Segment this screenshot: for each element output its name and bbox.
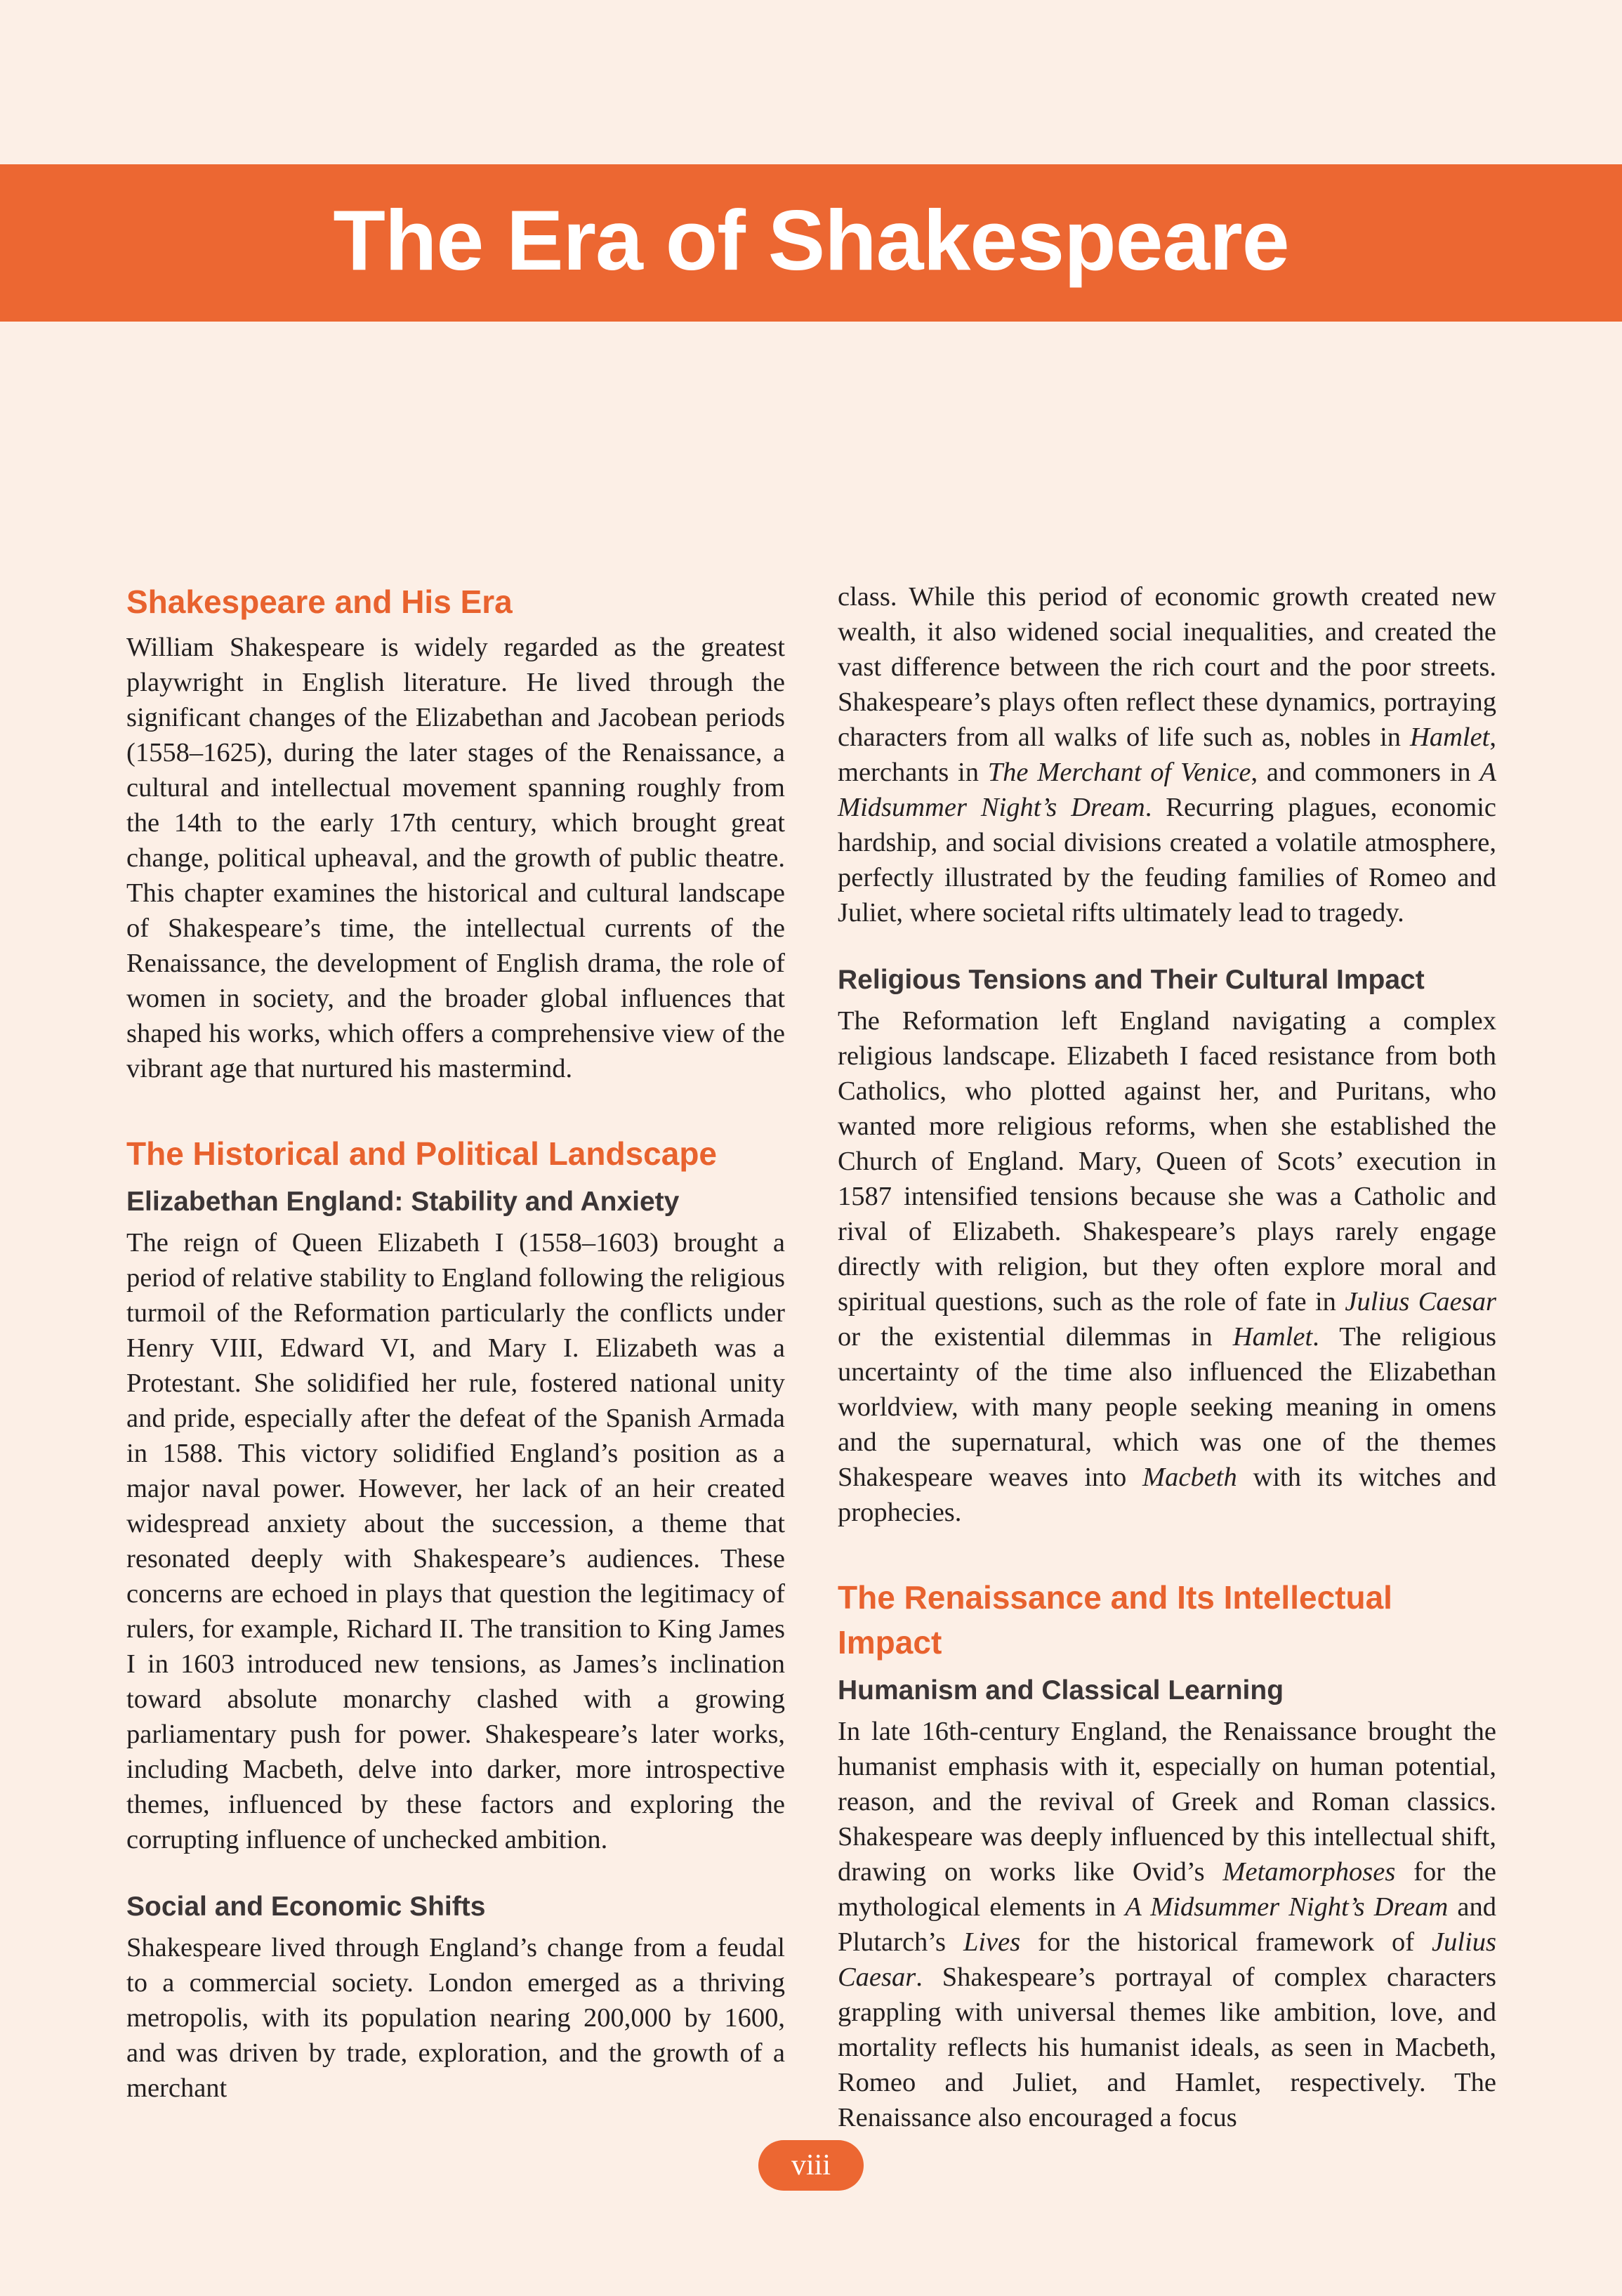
work-title: The Merchant of Venice — [987, 758, 1251, 787]
work-title: Macbeth — [1142, 1463, 1237, 1492]
work-title: A Midsummer Night’s Dream — [1125, 1892, 1449, 1922]
page-number-badge: viii — [758, 2140, 864, 2191]
section-heading-renaissance: The Renaissance and Its Intellectual Impact — [838, 1579, 1392, 1661]
work-title: Julius Caesar — [1345, 1287, 1496, 1317]
work-title: Hamlet — [1410, 723, 1490, 752]
paragraph-social-economic-continued: class. While this period of economic growth created new wealth, it also widened social inequalities, and created the vast difference between the rich court and the poor streets. Shakespeare’s plays often reflect these dynamics, portraying characters from all walks of life such as, nobles in Hamlet, merchants in The Merchant of Venice, and commoners in A Midsummer Night’s Dream. Recurring plagues, economic hardship, and social divisions created a volatile atmosphere, perfectly illustrated by the feuding families of Romeo and Juliet, where societal rifts ultimately lead to tragedy. — [838, 582, 1496, 928]
title-banner — [0, 164, 1622, 322]
page-title: The Era of Shakespeare — [333, 192, 1289, 288]
paragraph-intro: William Shakespeare is widely regarded as the greatest playwright in English literature. He lived through the significant changes of the Elizabethan and Jacobean periods (1558–1625), during the later stages of the Renaissance, a cultural and intellectual movement spanning roughly from the 14th to the early 17th century, which brought great change, political upheaval, and the growth of public theatre. This chapter examines the historical and cultural landscape of Shakespeare’s time, the intellectual currents of the Renaissance, the development of English drama, the role of women in society, and the broader global influences that shaped his works, which offers a comprehensive view of the vibrant age that nurtured his mastermind. — [126, 633, 785, 1083]
right-column — [838, 579, 1496, 2135]
work-title: Julius Caesar — [838, 1927, 1497, 1992]
section-heading-historical-political: The Historical and Political Landscape — [126, 1135, 718, 1172]
paragraph-elizabethan-england: The reign of Queen Elizabeth I (1558–1603) brought a period of relative stability to England following the religious turmoil of the Reformation particularly the conflicts under Henry VIII, Edward VI, and Mary I. Elizabeth was a Protestant. She solidified her rule, fostered national unity and pride, especially after the defeat of the Spanish Armada in 1588. This victory solidified England’s position as a major naval power. However, her lack of an heir created widespread anxiety about the succession, a theme that resonated deeply with Shakespeare’s audiences. These concerns are echoed in plays that question the legitimacy of rulers, for example, Richard II. The transition to King James I in 1603 introduced new tensions, as James’s inclination toward absolute monarchy clashed with a growing parliamentary push for power. Shakespeare’s later works, including Macbeth, delve into darker, more introspective themes, influenced by these factors and exploring the corrupting influence of unchecked ambition. — [126, 1228, 785, 1854]
subheading-humanism: Humanism and Classical Learning — [838, 1675, 1284, 1705]
work-title: Lives — [963, 1927, 1021, 1957]
work-title: A Midsummer Night’s Dream — [838, 758, 1496, 822]
work-title: Hamlet — [1232, 1322, 1313, 1352]
paragraph-religious-tensions: The Reformation left England navigating a complex religious landscape. Elizabeth I faced resistance from both Catholics, who plotted against her, and Puritans, who wanted more religious reforms, when she established the Church of England. Mary, Queen of Scots’ execution in 1587 intensified tensions because she was a Catholic and rival of Elizabeth. Shakespeare’s plays rarely engage directly with religion, but they often explore moral and spiritual questions, such as the role of fate in Julius Caesar or the existential dilemmas in Hamlet. The religious uncertainty of the time also influenced the Elizabethan worldview, with many people seeking meaning in omens and the supernatural, which was one of the themes Shakespeare weaves into Macbeth with its witches and prophecies. — [838, 1006, 1496, 1527]
paragraph-humanism: In late 16th-century England, the Renaissance brought the humanist emphasis with it, especially on human potential, reason, and the revival of Greek and Roman classics. Shakespeare was deeply influenced by this intellectual shift, drawing on works like Ovid’s Metamorphoses for the mythological elements in A Midsummer Night’s Dream and Plutarch’s Lives for the historical framework of Julius Caesar. Shakespeare’s portrayal of complex characters grappling with universal themes like ambition, love, and mortality reflects his humanist ideals, as seen in Macbeth, Romeo and Juliet, and Hamlet, respectively. The Renaissance also encouraged a focus — [838, 1717, 1497, 2132]
subheading-social-economic: Social and Economic Shifts — [126, 1892, 486, 1922]
work-title: Metamorphoses — [1222, 1857, 1396, 1887]
paragraph-social-economic: Shakespeare lived through England’s change from a feudal to a commercial society. London emerged as a thriving metropolis, with its population nearing 200,000 by 1600, and was driven by trade, exploration, and the growth of a merchant — [126, 1933, 785, 2103]
subheading-religious-tensions: Religious Tensions and Their Cultural Impact — [838, 965, 1425, 995]
section-heading-shakespeare-and-his-era: Shakespeare and His Era — [126, 583, 513, 620]
subheading-elizabethan-england: Elizabethan England: Stability and Anxiety — [126, 1187, 680, 1217]
left-column — [126, 579, 785, 2106]
